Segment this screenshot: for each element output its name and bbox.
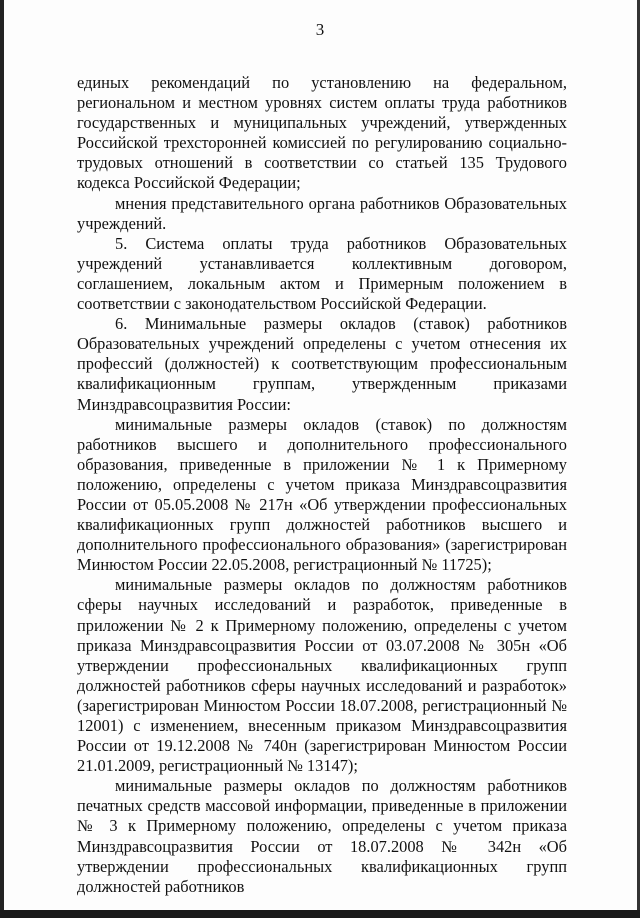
paragraph: минимальные размеры окладов по должностям работников печатных средств массовой информации, приведенные в приложении № 3 к Примерному положению, определены с учетом приказа Минздравсоцразвития России от 18.07.2008 № 342н «Об утверждении профессиональных квалификационных групп должностей работников [77,776,567,896]
paragraph-item-5: 5. Система оплаты труда работников Образовательных учреждений устанавливается коллективным договором, соглашением, локальным актом и Примерным положением в соответствии с законодательством Российской Федерации. [77,233,567,314]
paragraph: минимальные размеры окладов по должностям работников сферы научных исследований и разработок, приведенные в приложении № 2 к Примерному положению, определены с учетом приказа Минздравсоцразвития России от 03.07.2008 № 305н «Об утверждении профессиональных квалификационных групп должностей работников сферы научных исследований и разработок» (зарегистрирован Минюстом России 18.07.2008, регистрационный № 12001) с изменением, внесенным приказом Минздравсоцразвития России от 19.12.2008 № 740н (зарегистрирован Минюстом России 21.01.2009, регистрационный № 13147); [77,575,567,776]
scan-edge-left [0,0,4,918]
paragraph: минимальные размеры окладов (ставок) по должностям работников высшего и дополнительного профессионального образования, приведенные в приложении № 1 к Примерному положению, определены с учетом приказа Минздравсоцразвития России от 05.05.2008 № 217н «Об утверждении профессиональных квалификационных групп должностей работников высшего и дополнительного профессионального образования» (зарегистрирован Минюстом России 22.05.2008, регистрационный № 11725); [77,414,567,575]
paragraph: мнения представительного органа работников Образовательных учреждений. [77,193,567,233]
document-body [77,73,567,897]
paragraph-item-6: 6. Минимальные размеры окладов (ставок) работников Образовательных учреждений определены с учетом отнесения их профессий (должностей) к соответствующим профессиональным квалификационным группам, утвержденным приказами Минздравсоцразвития России: [77,314,567,414]
page-number: 3 [315,20,325,39]
paragraph-continuation: единых рекомендаций по установлению на федеральном, региональном и местном уровнях систем оплаты труда работников государственных и муниципальных учреждений, утвержденных Российской трехсторонней комиссией по регулированию социально-трудовых отношений в соответствии со статьей 135 Трудового кодекса Российской Федерации; [77,73,567,193]
scan-edge-bottom [0,910,640,918]
